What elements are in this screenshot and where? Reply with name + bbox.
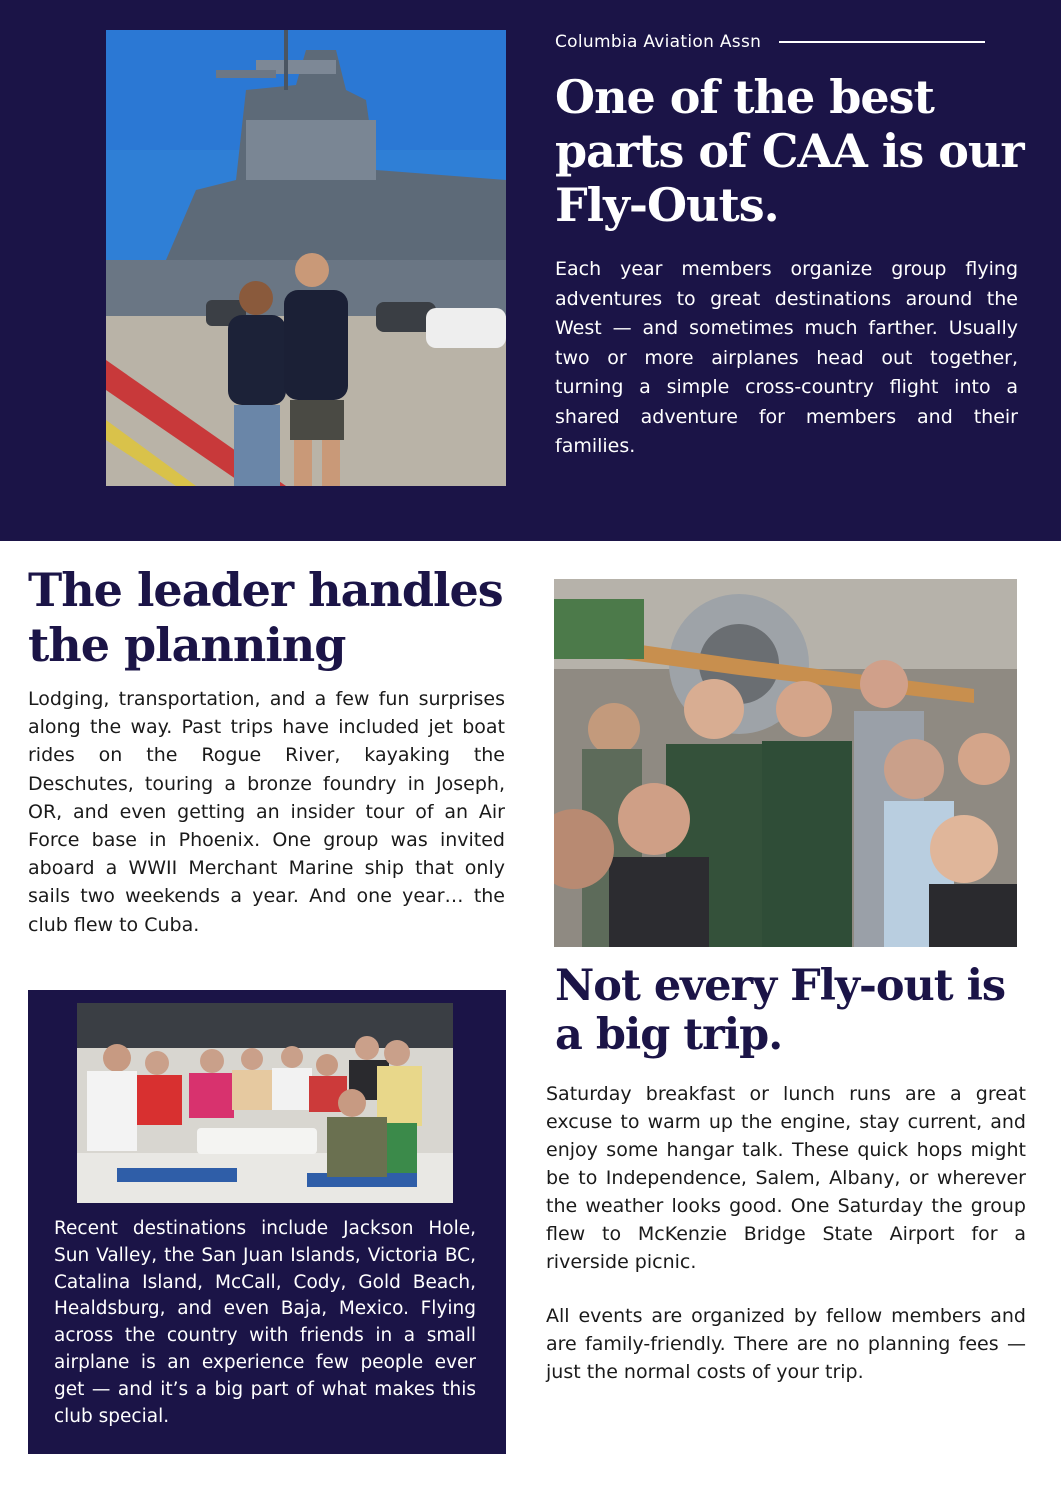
- small-trips-paragraph: Saturday breakfast or lunch runs are a great excuse to warm up the engine, stay current, and enjoy some hangar talk. These quick hops might be to Independence, Salem, Albany, or wherever the weather looks good. One Saturday the group flew to McKenzie Bridge State Airport for a riverside picnic.: [546, 1083, 1026, 1273]
- destinations-paragraph: Recent destinations include Jackson Hole, Sun Valley, the San Juan Islands, Victoria BC, Catalina Island, McCall, Cody, Gold Beach, Healdsburg, and even Baja, Mexico. Flying across the country with friends in a small airplane is an experience few people ever get — and it’s a big part of what makes this club special.: [54, 1218, 476, 1427]
- events-paragraph: All events are organized by fellow members and are family-friendly. There are no planning fees — just the normal costs of your trip.: [546, 1305, 1026, 1383]
- boat-group-photo: [77, 1003, 453, 1203]
- museum-group-photo: [554, 579, 1017, 947]
- destinations-box: [28, 990, 506, 1454]
- org-name: Columbia Aviation Assn: [555, 32, 762, 52]
- page-title: One of the best parts of CAA is our Fly-Outs.: [555, 70, 1024, 232]
- small-trips-heading: Not every Fly-out is a big trip.: [555, 961, 1006, 1060]
- header-rule: [779, 41, 985, 43]
- leader-paragraph: Lodging, transportation, and a few fun surprises along the way. Past trips have included jet boat rides on the Rogue River, kayaking the Deschutes, touring a bronze foundry in Joseph, OR, and even getting an insider tour of an Air Force base in Phoenix. One group was invited aboard a WWII Merchant Marine ship that only sails two weekends a year. And one year… the club flew to Cuba.: [28, 688, 505, 936]
- carrier-photo: [106, 30, 506, 486]
- org-header: [555, 30, 985, 54]
- intro-paragraph: Each year members organize group flying adventures to great destinations around the West — and sometimes much farther. Usually two or more airplanes head out together, turning a simple cross-country flight into a shared adventure for members and their families.: [555, 258, 1018, 457]
- leader-heading: The leader handles the planning: [28, 563, 503, 672]
